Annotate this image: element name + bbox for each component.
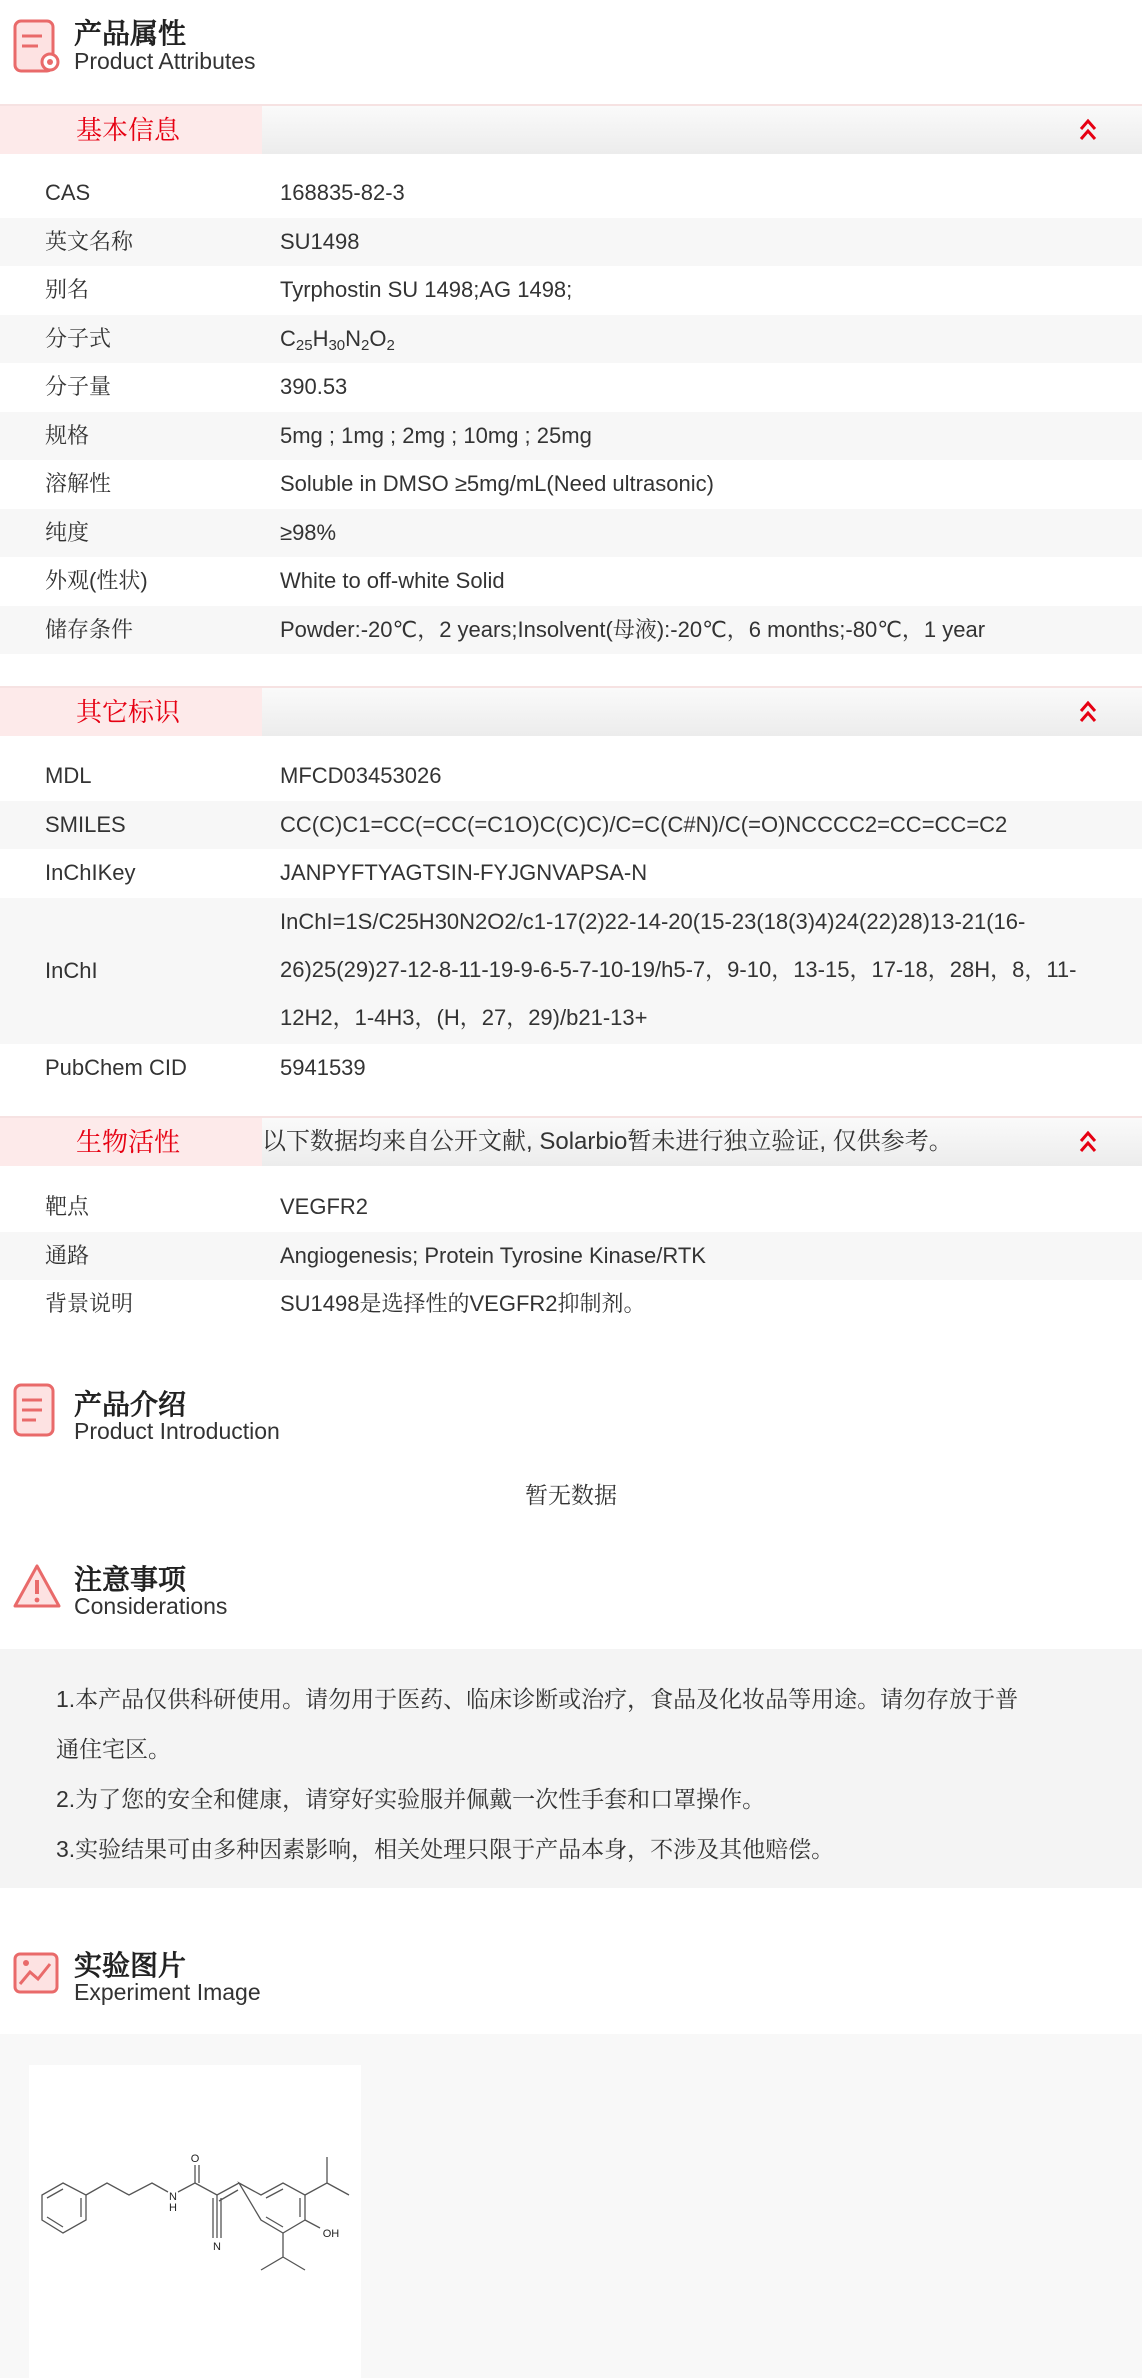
row-label: 储存条件 — [45, 616, 134, 642]
section-title: 产品属性 — [74, 18, 187, 49]
atom-label: N — [169, 2191, 177, 2203]
document-icon — [12, 1382, 62, 1440]
collapse-chevron-icon[interactable] — [1078, 698, 1098, 726]
row-label: InChI — [45, 957, 98, 983]
document-gear-icon — [12, 18, 62, 76]
table-row — [0, 1280, 1142, 1329]
row-value: White to off-white Solid — [280, 568, 505, 593]
row-value: ≥98% — [280, 519, 337, 545]
row-value: Powder:-20℃，2 years;Insolvent(母液):-20℃，6 months;-80℃，1 year — [280, 616, 986, 642]
section-title: 实验图片 — [74, 1950, 187, 1981]
row-label: 纯度 — [45, 519, 90, 545]
section-subtitle: Considerations — [74, 1593, 228, 1619]
row-value: SU1498 — [280, 228, 360, 254]
table-row — [0, 169, 1142, 218]
row-label: 溶解性 — [45, 471, 112, 496]
row-label: 通路 — [45, 1242, 90, 1268]
row-value: 390.53 — [280, 374, 348, 399]
table-row — [0, 266, 1142, 315]
table-row — [0, 412, 1142, 461]
row-value: Tyrphostin SU 1498;AG 1498; — [280, 277, 573, 302]
table-row — [0, 509, 1142, 558]
molecule-structure — [0, 2040, 500, 2378]
consideration-line: 通住宅区。 — [56, 1736, 171, 1762]
table-row — [0, 315, 1142, 364]
row-value: 168835-82-3 — [280, 180, 405, 205]
table-row — [0, 363, 1142, 412]
row-value: Soluble in DMSO ≥5mg/mL(Need ultrasonic) — [280, 471, 714, 496]
other-ids-bar[interactable] — [0, 686, 1142, 736]
table-row — [0, 752, 1142, 801]
table-row — [0, 218, 1142, 267]
row-value: CC(C)C1=CC(=CC(=C1O)C(C)C)/C=C(C#N)/C(=O)NCCCC2=CC=CC=C2 — [280, 811, 1008, 837]
collapse-chevron-icon[interactable] — [1078, 116, 1098, 144]
row-label: 背景说明 — [45, 1291, 134, 1316]
row-value: 5941539 — [280, 1054, 366, 1080]
section-subtitle: Product Introduction — [74, 1418, 280, 1444]
row-value: Angiogenesis; Protein Tyrosine Kinase/RTK — [280, 1242, 706, 1268]
image-chart-icon — [12, 1946, 62, 2004]
other-ids-label: 其它标识 — [0, 688, 262, 736]
considerations-box — [0, 1649, 1142, 1888]
bio-activity-bar[interactable] — [0, 1116, 1142, 1166]
row-value: InChI=1S/C25H30N2O2/c1-17(2)22-14-20(15-23(18(3)4)24(22)28)13-21(16-26)25(29)27-12-8-11-19-9-6-5-7-10-19/h5-7，9-10，13-15，17-18，28H，8，11-12H2，1-4H3，(H，27，29)/b21-13+ — [280, 908, 1077, 1030]
table-row — [0, 557, 1142, 606]
table-row — [0, 849, 1142, 898]
section-subtitle: Experiment Image — [74, 1979, 261, 2005]
table-row — [0, 1183, 1142, 1232]
atom-label: H — [169, 2202, 177, 2214]
consideration-line: 1.本产品仅供科研使用。请勿用于医药、临床诊断或治疗，食品及化妆品等用途。请勿存放于普 — [56, 1686, 1019, 1712]
row-label: InChIKey — [45, 860, 136, 885]
basic-info-bar[interactable] — [0, 104, 1142, 154]
consideration-line: 3.实验结果可由多种因素影响，相关处理只限于产品本身，不涉及其他赔偿。 — [56, 1836, 835, 1862]
row-value: $C_{25}H_{30}N_2O_2$ — [280, 325, 395, 354]
row-label: 分子式 — [45, 325, 112, 351]
section-title: 产品介绍 — [74, 1389, 187, 1420]
table-row — [0, 1044, 1142, 1093]
table-row — [0, 898, 1142, 1044]
bio-disclaimer: 以下数据均来自公开文献, Solarbio暂未进行独立验证, 仅供参考。 — [262, 1128, 953, 1155]
row-label: PubChem CID — [45, 1054, 187, 1080]
row-label: MDL — [45, 763, 92, 788]
row-label: 别名 — [45, 277, 90, 302]
row-value: 5mg ; 1mg ; 2mg ; 10mg ; 25mg — [280, 422, 592, 448]
warning-icon — [12, 1558, 62, 1616]
table-row — [0, 801, 1142, 850]
row-label: 规格 — [45, 422, 90, 448]
collapse-chevron-icon[interactable] — [1078, 1128, 1098, 1156]
atom-label: O — [190, 2153, 200, 2165]
row-label: CAS — [45, 180, 91, 205]
section-subtitle: Product Attributes — [74, 48, 256, 74]
table-row — [0, 606, 1142, 655]
table-row — [0, 1232, 1142, 1281]
row-value: SU1498是选择性的VEGFR2抑制剂。 — [280, 1291, 646, 1316]
row-label: 分子量 — [45, 374, 112, 399]
row-label: 靶点 — [45, 1194, 90, 1219]
bio-activity-label: 生物活性 — [0, 1118, 262, 1166]
atom-label: N — [213, 2241, 221, 2253]
section-title: 注意事项 — [74, 1564, 187, 1595]
row-label: 英文名称 — [45, 228, 134, 254]
table-row — [0, 460, 1142, 509]
row-value: JANPYFTYAGTSIN-FYJGNVAPSA-N — [280, 860, 648, 885]
atom-label: OH — [322, 2228, 340, 2240]
row-label: 外观(性状) — [45, 568, 148, 593]
row-value: VEGFR2 — [280, 1194, 369, 1219]
row-label: SMILES — [45, 811, 126, 837]
consideration-line: 2.为了您的安全和健康，请穿好实验服并佩戴一次性手套和口罩操作。 — [56, 1786, 766, 1812]
row-value: MFCD03453026 — [280, 763, 442, 788]
basic-info-label: 基本信息 — [0, 106, 262, 154]
empty-state: 暂无数据 — [525, 1482, 617, 1508]
